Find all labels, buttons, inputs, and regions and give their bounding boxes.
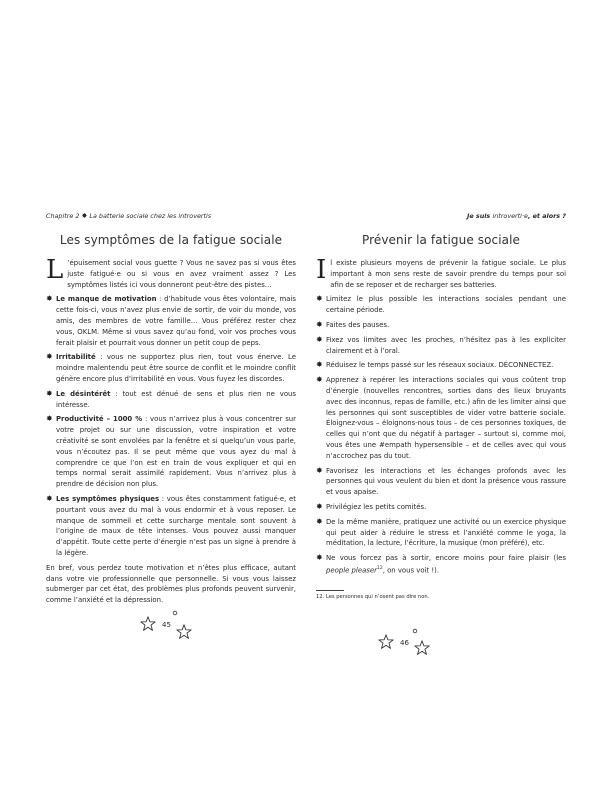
list-item bbox=[316, 375, 566, 461]
bullet-text: Apprenez à repérer les interactions sociales qui vous coûtent trop d’énergie (nouvelles rencontres, sorties dans des lieux bruyants avec des inconnus, repas de famille, etc.) afin de les limiter ainsi que les personnes qui sont susceptibles de vider votre batterie sociale. Éloignez-vous – éloignons-nous tous – de ces personnes toxiques, de celles qui n’ont que du négatif à partager – surtout si, comme moi, vous êtes une #empath hypersensible – et de celles avec qui vous n’accrochez pas du tout. bbox=[326, 376, 566, 460]
right-page bbox=[316, 210, 566, 647]
drop-cap: L bbox=[46, 255, 64, 285]
bullet-text: Réduisez le temps passé sur les réseaux sociaux. DÉCONNECTEZ. bbox=[326, 361, 554, 370]
bullet-text: De la même manière, pratiquez une activité ou un exercice physique qui peut aider à réduire le stress et l’anxiété comme le yoga, la méditation, la lecture, l’écriture, la musique (mon préféré), etc. bbox=[326, 517, 566, 548]
intro-paragraph bbox=[316, 255, 566, 290]
sun-asterisk-icon: ✸ bbox=[46, 388, 53, 398]
list-item bbox=[46, 352, 296, 384]
page-number-left bbox=[140, 610, 200, 644]
sun-asterisk-icon: ✸ bbox=[316, 360, 323, 370]
sun-asterisk-icon: ✸ bbox=[316, 294, 323, 304]
intro-text: l existe plusieurs moyens de prévenir la fatigue sociale. Le plus important à mon sens reste de savoir prendre du temps pour soi afin de se reposer et de recharger ses batteries. bbox=[330, 259, 566, 289]
book-title-emphasis: introverti·e bbox=[492, 212, 528, 220]
list-item bbox=[316, 502, 566, 513]
page-number: 46 bbox=[400, 639, 409, 647]
doodle-star-icon bbox=[176, 624, 192, 640]
page-number: 45 bbox=[162, 621, 171, 629]
bullet-text: Privilégiez les petits comités. bbox=[326, 502, 427, 511]
list-item bbox=[46, 494, 296, 559]
people-pleaser-term: people pleaser bbox=[326, 566, 377, 575]
list-item bbox=[316, 320, 566, 331]
bullet-title: Le manque de motivation bbox=[56, 295, 157, 304]
sun-asterisk-icon: ✸ bbox=[316, 465, 323, 475]
section-title-prevent: Prévenir la fatigue sociale bbox=[361, 233, 521, 247]
list-item bbox=[316, 360, 566, 371]
section-title-symptoms: Les symptômes de la fatigue sociale bbox=[59, 233, 283, 247]
list-item bbox=[316, 553, 566, 576]
intro-paragraph bbox=[46, 255, 296, 290]
drop-cap: I bbox=[316, 255, 327, 285]
running-header-left bbox=[46, 210, 296, 222]
bullet-text: : d’habitude vous êtes volontaire, mais cette fois-ci, vous n’avez plus envie de sortir, de voir du monde, vos amis, des membres de votre famille… Vous préférez rester chez vous, OKLM. Même si vous savez qu’au fond, voir vos proches vous ferait plaisir et pourrait vous donner un petit coup de peps. bbox=[56, 295, 296, 347]
page-number-right bbox=[378, 628, 438, 662]
bullet-text-end: , on vous voit !). bbox=[382, 566, 440, 575]
footnote-divider bbox=[316, 590, 344, 591]
sun-asterisk-icon: ✸ bbox=[316, 501, 323, 511]
list-item bbox=[316, 294, 566, 316]
symptom-list bbox=[46, 294, 296, 558]
bullet-title: Productivité – 1000 % bbox=[56, 415, 143, 424]
sun-asterisk-icon: ✸ bbox=[46, 414, 53, 424]
list-item bbox=[316, 517, 566, 549]
prevention-list bbox=[316, 294, 566, 576]
bullet-text: Limitez le plus possible les interactions sociales pendant une certaine période. bbox=[326, 295, 566, 315]
sun-asterisk-icon: ✸ bbox=[316, 516, 323, 526]
list-item bbox=[316, 466, 566, 498]
left-page bbox=[46, 210, 297, 629]
list-item bbox=[316, 335, 566, 357]
sun-asterisk-icon: ✸ bbox=[46, 294, 53, 304]
bullet-text: Ne vous forcez pas à sortir, encore moins pour faire plaisir (les bbox=[326, 554, 566, 563]
sun-asterisk-icon: ✸ bbox=[316, 553, 323, 563]
sun-asterisk-icon: ✸ bbox=[316, 319, 323, 329]
sun-asterisk-icon: ✸ bbox=[46, 493, 53, 503]
chapter-label: Chapitre 2 bbox=[46, 212, 80, 220]
bullet-text: Fixez vos limites avec les proches, n’hésitez pas à les expliciter clairement et à l’oral. bbox=[326, 335, 566, 355]
bullet-title: Irritabilité bbox=[56, 353, 96, 362]
bullet-title: Les symptômes physiques bbox=[56, 494, 160, 503]
sun-asterisk-icon: ✸ bbox=[316, 334, 323, 344]
footnote-ref[interactable]: 12 bbox=[376, 565, 383, 571]
intro-text: ’épuisement social vous guette ? Vous ne savez pas si vous êtes juste fatigué·e ou si vous en avez vraiment assez ? Les symptômes listés ici vous donneront peut-être des pistes… bbox=[67, 259, 296, 289]
bullet-text: : vous n’arrivez plus à vous concentrer sur votre projet ou sur une discussion, votre inspiration et votre créativité se sont envolées par la fenêtre et si quelqu’un vous parle, vous n’écoutez pas. Il se peut même que vous ayez du mal à comprendre ce que l’on est en train de vous expliquer et qui en temps normal serait assimilé rapidement. Vous n’arrivez plus à prendre de décision non plus. bbox=[56, 415, 297, 489]
sun-asterisk-icon: ✸ bbox=[81, 212, 88, 220]
dot-doodle-icon bbox=[172, 610, 178, 616]
list-item bbox=[46, 389, 296, 411]
sun-asterisk-icon: ✸ bbox=[316, 375, 323, 385]
book-title-suffix: , et alors ? bbox=[527, 212, 566, 220]
list-item bbox=[46, 414, 296, 490]
bullet-text: Favorisez les interactions et les échanges profonds avec les personnes qui vous veulent du bien et dont la présence vous rassure et vous apaise. bbox=[326, 466, 566, 497]
bullet-text: : tout est dénué de sens et plus rien ne vous intéresse. bbox=[56, 389, 296, 409]
doodle-star-icon bbox=[378, 634, 394, 650]
bullet-text: : vous êtes constamment fatigué·e, et pourtant vous avez du mal à vous endormir et à vous reposer. Le manque de sommeil et cette surcharge mentale sont souvent à l’origine de maux de tête intenses. Vous pouvez aussi manquer d’appétit. Toute cette perte d’énergie n’est pas un signe à prendre à la légère. bbox=[56, 494, 296, 557]
dot-doodle-icon bbox=[412, 628, 418, 634]
book-title-prefix: Je suis bbox=[466, 212, 493, 220]
conclusion-paragraph: En bref, vous perdez toute motivation et n’êtes plus efficace, autant dans votre vie professionnelle que personnelle. Si vous vous laissez submerger par cet état, des problèmes plus profonds peuvent survenir, comme l’anxiété et la dépression. bbox=[46, 563, 296, 605]
footnote: 12. Les personnes qui n’osent pas dire non. bbox=[316, 594, 430, 601]
running-header-right bbox=[316, 210, 566, 222]
sun-asterisk-icon: ✸ bbox=[46, 352, 53, 362]
list-item bbox=[46, 294, 296, 348]
doodle-star-icon bbox=[140, 616, 156, 632]
doodle-star-icon bbox=[414, 640, 430, 656]
chapter-title: La batterie sociale chez les introvertis bbox=[89, 212, 212, 220]
bullet-text: Faites des pauses. bbox=[326, 320, 390, 329]
bullet-text: : vous ne supportez plus rien, tout vous énerve. Le moindre malentendu peut être source de conflit et le moindre conflit génère encore plus d’irritabilité en vous. Vous fuyez les discordes. bbox=[56, 353, 296, 383]
bullet-title: Le désintérêt bbox=[56, 389, 111, 398]
